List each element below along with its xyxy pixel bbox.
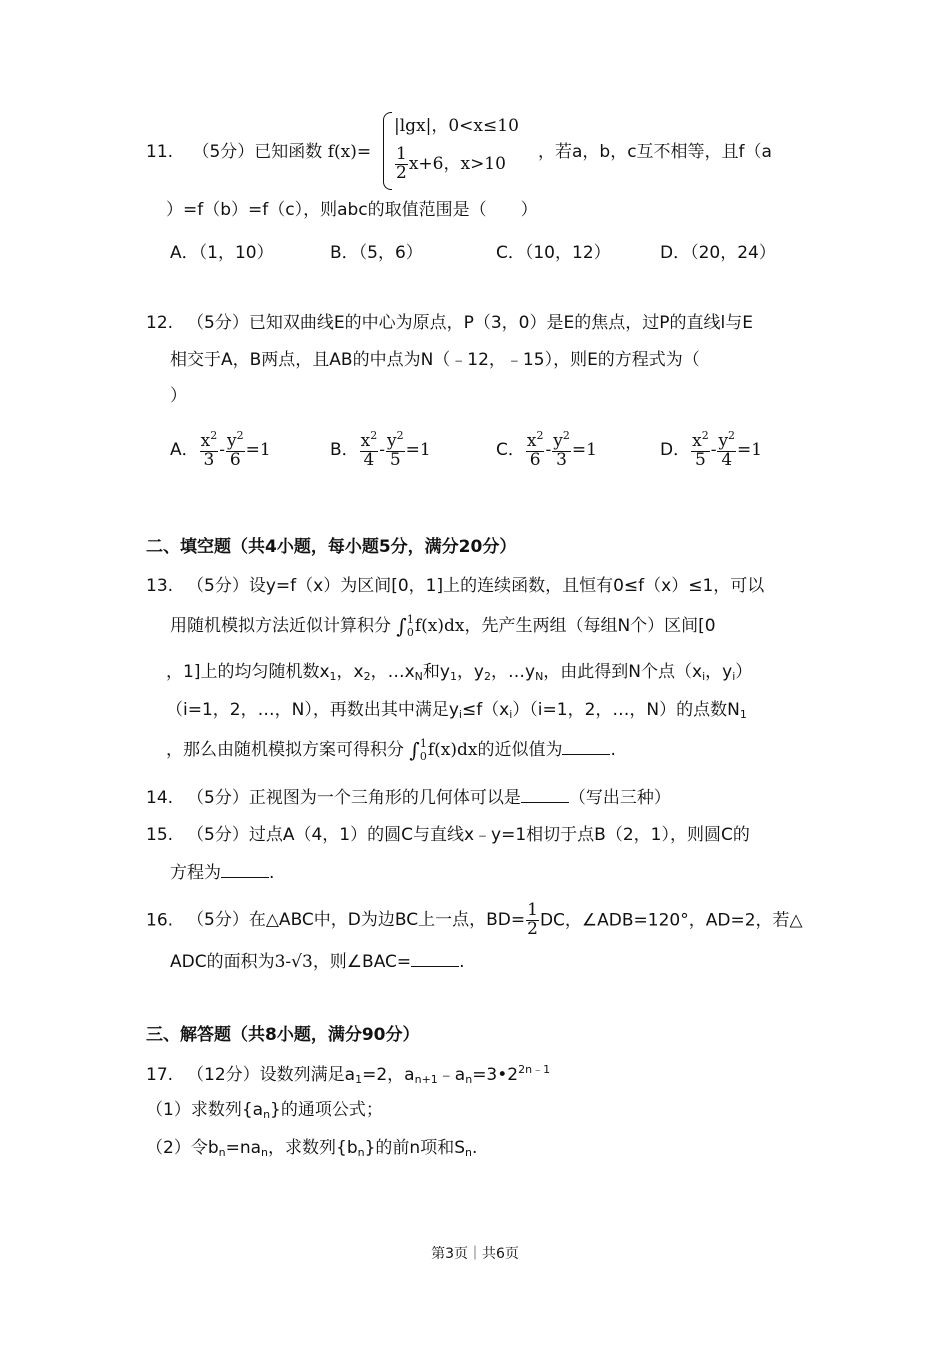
q11-stem-b: ，若a，b，c互不相等，且f（a <box>538 142 772 162</box>
piecewise-case-1: |lgx|，0<x≤10 <box>394 116 519 136</box>
q11-line2: ）=f（b）=f（c），则abc的取值范围是（ ） <box>166 200 538 220</box>
q12-line3: ） <box>170 386 187 406</box>
q16-line1: 16. （5分）在△ABC中，D为边BC上一点，BD= $\frac{1}{2}$ DC，∠ADB=120°，AD=2，若△ <box>146 900 803 939</box>
q11-line1: 11. （5分）已知函数 f(x)= <box>146 142 372 162</box>
q15-line1: 15. （5分）过点A（4，1）的圆C与直线x﹣y=1相切于点B（2，1），则圆C的 <box>146 825 750 845</box>
section-heading-fill-in: 二、填空题（共4小题，每小题5分，满分20分） <box>146 537 517 557</box>
q13-line4: （i=1，2，…，N），再数出其中满足$y_i\le f(x_i)(i=1$，2，…，N）的点数$N_1$ <box>166 700 747 721</box>
q13-line2: 用随机模拟方法近似计算积分 ∫1 0f(x)dx，先产生两组（每组N个）区间[0 <box>170 613 716 639</box>
q17-line1: 17. （12分）设数列满足$a_1=2$，$a_{n+1}﹣a_n=3•2^{2n﹣1}$ <box>146 1063 551 1086</box>
function-name: f(x)= <box>327 142 372 162</box>
q12-option-b: B． $\frac{x^2}{4}$ - $\frac{y^2}{5}$ =1 <box>330 429 431 470</box>
q17-part1: （1）求数列$\{a_n\}$的通项公式； <box>146 1100 383 1121</box>
answer-blank <box>221 863 269 878</box>
q12-option-a: A． $\frac{x^2}{3}$ - $\frac{y^2}{6}$ =1 <box>170 429 271 470</box>
integral: ∫1 0f(x)dx <box>409 737 478 763</box>
q13-line3: ，1]上的均匀随机数$x_1$，$x_2$，$\dots x_N$和$y_1$，$y_2$，$\dots y_N$，由此得到N个点（$x_i$，$y_i$） <box>166 662 753 683</box>
q11-option-b: B．（5，6） <box>330 243 423 263</box>
piecewise-case-2: $\frac{1}{2}$ x+6，x>10 <box>396 144 506 183</box>
q17-part2: （2）令$b_n=na_n$，求数列$\{b_n\}$的前n项和$S_n$. <box>146 1138 478 1159</box>
piecewise-brace <box>383 112 392 190</box>
q13-line1: 13. （5分）设y=f（x）为区间[0，1]上的连续函数，且恒有0≤f（x）≤1，可以 <box>146 576 765 596</box>
q11-option-a: A．（1，10） <box>170 243 274 263</box>
q13-line5: ，那么由随机模拟方案可得积分 ∫1 0f(x)dx的近似值为 . <box>166 737 616 763</box>
q16-line2: ADC的面积为3-√3，则∠BAC= . <box>170 952 465 972</box>
q11-option-c: C．（10，12） <box>496 243 611 263</box>
answer-blank <box>521 788 569 803</box>
section-heading-solve: 三、解答题（共8小题，满分90分） <box>146 1025 420 1045</box>
q11-option-d: D．（20，24） <box>660 243 776 263</box>
question-number: 11. <box>146 142 174 162</box>
q15-line2: 方程为 . <box>170 863 275 883</box>
q12-option-c: C． $\frac{x^2}{6}$ - $\frac{y^2}{3}$ =1 <box>496 429 597 470</box>
q12-line1: 12. （5分）已知双曲线E的中心为原点，P（3，0）是E的焦点，过P的直线l与E <box>146 313 753 333</box>
answer-blank <box>411 952 459 967</box>
answer-blank <box>562 740 610 755</box>
q14-line: 14. （5分）正视图为一个三角形的几何体可以是 （写出三种） <box>146 788 671 808</box>
q12-option-d: D． $\frac{x^2}{5}$ - $\frac{y^2}{4}$ =1 <box>660 429 763 470</box>
area-value: 3-√3 <box>274 952 313 972</box>
page-footer: 第3页｜共6页 <box>431 1246 519 1262</box>
integral: ∫1 0f(x)dx <box>396 613 465 639</box>
q12-line2: 相交于A，B两点，且AB的中点为N（﹣12，﹣15），则E的方程式为（ <box>170 350 700 370</box>
